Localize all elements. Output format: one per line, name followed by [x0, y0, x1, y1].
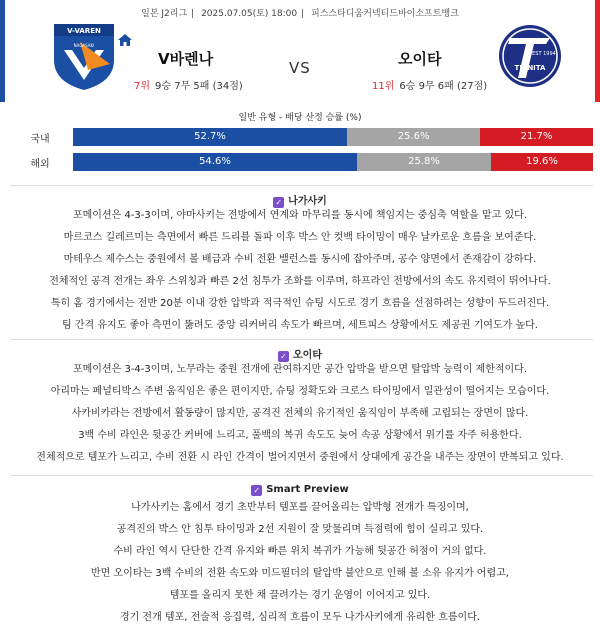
odds-row-overseas: [10, 153, 593, 171]
section-title: Smart Preview: [266, 484, 349, 495]
text-line: 특히 홈 경기에서는 전반 20분 이내 강한 압박과 적극적인 슈팅 시도로 경기 흐름을 선점하려는 성향이 두드러진다.: [50, 298, 550, 309]
odds-bar: [73, 128, 593, 146]
text-line: 마르코스 길레르미는 측면에서 빠른 드리블 돌파 이후 박스 안 컷백 타이밍이 매우 날카로운 흐름을 보여준다.: [63, 232, 537, 243]
text-line: 템포를 올리지 못한 채 끌려가는 경기 운영이 이어지고 있다.: [169, 590, 431, 601]
odds-loss-segment: 19.6%: [491, 153, 593, 171]
home-team-logo: [50, 20, 118, 92]
vs-label: VS: [289, 59, 311, 77]
text-line: 반면 오이타는 3백 수비의 전환 속도와 미드필더의 탈압박 불안으로 인해 볼 소유 유지가 어렵고,: [91, 568, 509, 579]
odds-bar: [73, 153, 593, 171]
divider: [10, 339, 593, 340]
section-body-away: [0, 359, 600, 469]
odds-row-domestic: [10, 128, 593, 146]
venue-name: 피스스타디움커넥티드바이소프트뱅크: [311, 9, 459, 19]
away-team-name: 오이타: [398, 50, 442, 68]
odds-row-label: 국내: [30, 134, 50, 145]
home-team-name: V바렌나: [158, 50, 214, 68]
section-body-home: [0, 205, 600, 337]
league-name: 일본 J2리그: [141, 9, 188, 19]
odds-row-label: 해외: [30, 159, 50, 170]
divider: [10, 475, 593, 476]
away-logo-sub: EST 1994: [532, 51, 556, 57]
section-body-preview: [0, 497, 600, 627]
match-info: 일본 J2리그 | 2025.07.05(토) 18:00 | 피스스타디움커넥티드바이소프트뱅크: [141, 9, 459, 19]
away-team-record: [372, 77, 487, 92]
check-icon: ✓: [251, 485, 262, 496]
away-team-logo: [496, 20, 564, 92]
text-line: 포메이션은 3-4-3이며, 노무라는 중원 전개에 관여하지만 공간 압박을 받으면 탈압박 능력이 제한적이다.: [72, 364, 528, 375]
check-icon: ✓: [273, 197, 284, 208]
odds-title: 일반 유형 - 배당 산정 승률 (%): [238, 113, 362, 123]
odds-win-segment: 54.6%: [73, 153, 357, 171]
text-line: 3백 수비 라인은 뒷공간 커버에 느리고, 풀백의 복귀 속도도 늦어 속공 상황에서 위기를 자주 허용한다.: [78, 430, 522, 441]
odds-draw-segment: 25.8%: [357, 153, 491, 171]
home-record-text: 9승 7무 5패 (34점): [155, 81, 243, 92]
section-title: 오이타: [293, 350, 322, 361]
text-line: 수비 라인 역시 단단한 간격 유지와 빠른 위치 복귀가 가능해 뒷공간 허점이 거의 없다.: [113, 546, 487, 557]
match-datetime: 2025.07.05(토) 18:00: [201, 9, 298, 19]
section-title: 나가사키: [288, 196, 327, 207]
text-line: 전체적으로 템포가 느리고, 수비 전환 시 라인 간격이 벌어지면서 중원에서 상대에게 공간을 내주는 장면이 반복되고 있다.: [36, 452, 564, 463]
odds-draw-segment: 25.6%: [347, 128, 480, 146]
home-logo-sub: NAGASAKI: [73, 43, 95, 48]
text-line: 아리마는 페널티박스 주변 움직임은 좋은 편이지만, 슈팅 정확도와 크로스 타이밍에서 일관성이 떨어지는 모습이다.: [50, 386, 550, 397]
text-line: 팀 간격 유지도 좋아 측면이 뚫려도 중앙 리커버리 속도가 빠르며, 세트피스 상황에서도 제공권 기여도가 높다.: [62, 320, 538, 331]
home-team-record: [134, 77, 243, 92]
section-header-preview: [0, 484, 600, 496]
odds-win-segment: 52.7%: [73, 128, 347, 146]
divider: [10, 185, 593, 186]
home-rank: 7위: [134, 81, 151, 92]
away-logo-text: TRINITA: [514, 64, 546, 72]
text-line: 경기 전개 템포, 전술적 응집력, 심리적 흐름이 모두 나가사키에게 유리한 흐름이다.: [119, 612, 481, 623]
text-line: 나가사키는 홈에서 경기 초반부터 템포를 끌어올리는 압박형 전개가 특징이며,: [131, 502, 469, 513]
home-logo-text: V-VAREN: [67, 27, 101, 35]
odds-loss-segment: 21.7%: [480, 128, 593, 146]
text-line: 전체적인 공격 전개는 좌우 스위칭과 빠른 2선 침투가 조화를 이루며, 하프라인 전방에서의 속도 유지력이 뛰어나다.: [49, 276, 551, 287]
text-line: 사카비카라는 전방에서 활동량이 많지만, 공격진 전체의 유기적인 움직임이 부족해 고립되는 장면이 많다.: [71, 408, 529, 419]
text-line: 포메이션은 4-3-3이며, 야마사키는 전방에서 연계와 마무리를 동시에 책임지는 중심축 역할을 맡고 있다.: [72, 210, 528, 221]
home-icon[interactable]: [118, 34, 132, 46]
away-record-text: 6승 9무 6패 (27점): [399, 81, 488, 92]
text-line: 마테우스 제수스는 중원에서 볼 배급과 수비 전환 밸런스를 동시에 잡아주며, 공수 양면에서 존재감이 강하다.: [63, 254, 537, 265]
check-icon: ✓: [278, 351, 289, 362]
away-rank: 11위: [372, 81, 395, 92]
text-line: 공격진의 박스 안 침투 타이밍과 2선 지원이 잘 맞물리며 득점력에 힘이 실리고 있다.: [116, 524, 484, 535]
